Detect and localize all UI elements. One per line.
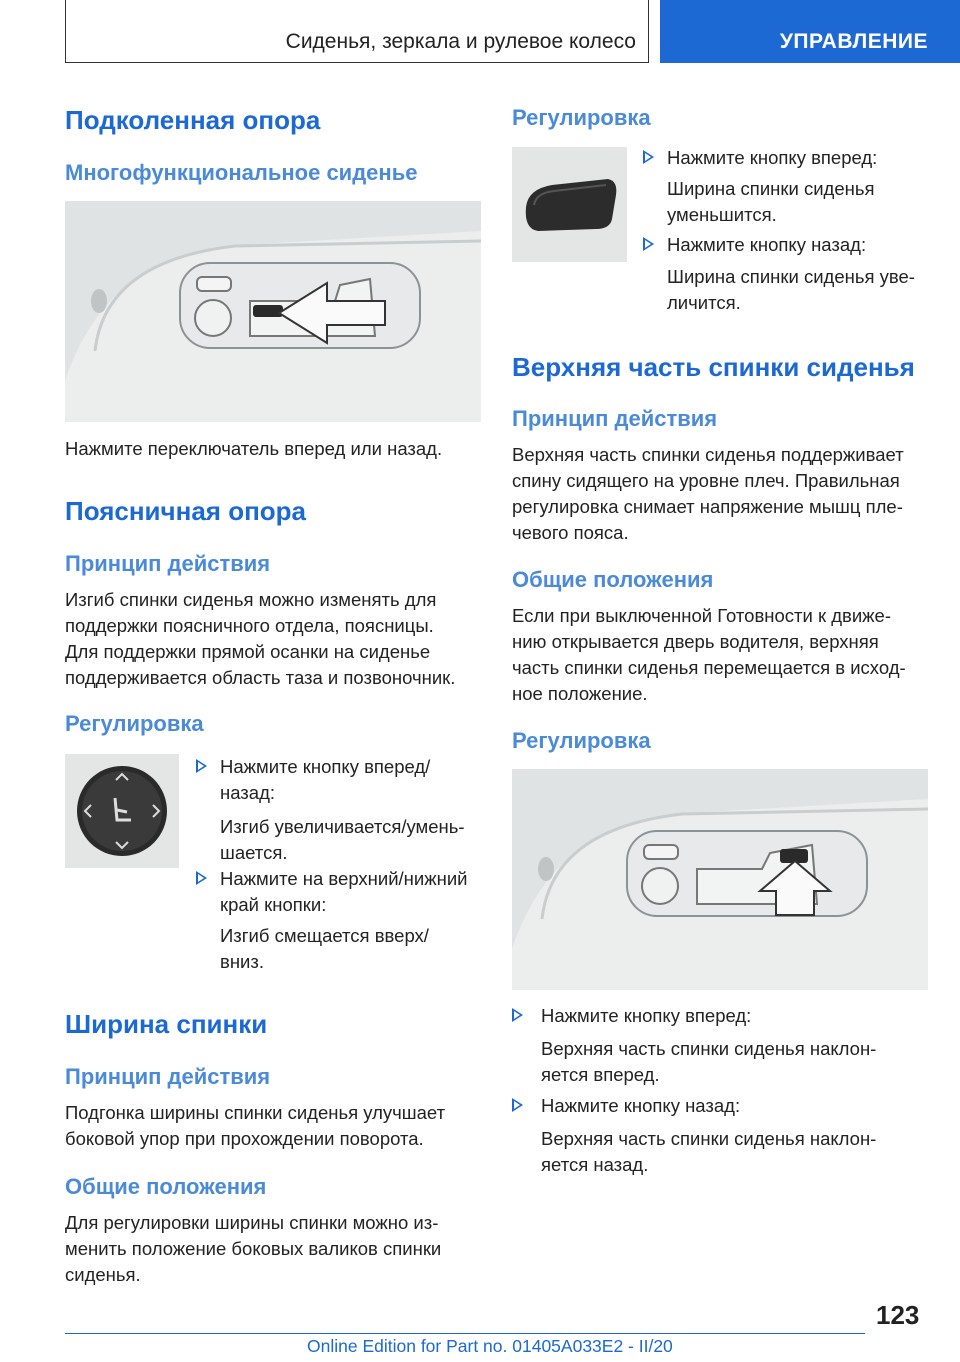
bullet-text: край кнопки: xyxy=(220,894,327,915)
bullet-result: яется назад. xyxy=(541,1154,649,1175)
knee-support-title: Подколенная опора xyxy=(65,105,321,135)
knee-support-switch-image xyxy=(65,201,481,422)
footer-divider xyxy=(65,1333,865,1334)
bullet-result: Ширина спинки сиденья уве- xyxy=(667,266,915,287)
lumbar-joystick-icon xyxy=(65,754,179,868)
width-general-line: сиденья. xyxy=(65,1264,141,1285)
bullet-text: Нажмите на верхний/нижний xyxy=(220,868,468,889)
knee-caption: Нажмите переключатель вперед или назад. xyxy=(65,438,443,459)
bullet-triangle-icon xyxy=(643,150,654,164)
width-button-image xyxy=(512,147,627,262)
bullet-text: Нажмите кнопку вперед: xyxy=(541,1005,752,1026)
upper-general-heading: Общие положения xyxy=(512,567,714,592)
upper-text-line: Верхняя часть спинки сиденья поддерживает xyxy=(512,444,904,465)
upper-backrest-title: Верхняя часть спинки сиденья xyxy=(512,352,915,382)
seat-switch-illustration xyxy=(65,201,481,422)
lumbar-support-title: Поясничная опора xyxy=(65,496,307,526)
header-chapter-tab[interactable] xyxy=(660,0,960,63)
bullet-result: шается. xyxy=(220,842,288,863)
header-section-box xyxy=(65,0,649,63)
upper-adjust-heading: Регулировка xyxy=(512,728,651,753)
bullet-text: Нажмите кнопку назад: xyxy=(541,1095,741,1116)
bullet-triangle-icon xyxy=(512,1098,523,1112)
lumbar-button-image xyxy=(65,754,179,868)
upper-text-line: чевого пояса. xyxy=(512,522,629,543)
width-text-line: Подгонка ширины спинки сиденья улучшает xyxy=(65,1102,446,1123)
upper-general-line: Если при выключенной Готовности к движе- xyxy=(512,605,892,626)
lumbar-text-line: поддержки поясничного отдела, поясницы. xyxy=(65,615,434,636)
bullet-result: Верхняя часть спинки сиденья наклон- xyxy=(541,1128,877,1149)
upper-principle-heading: Принцип действия xyxy=(512,406,718,431)
lumbar-adjust-heading: Регулировка xyxy=(65,711,204,736)
upper-general-line: ное положение. xyxy=(512,683,648,704)
bullet-text: Нажмите кнопку назад: xyxy=(667,234,867,255)
width-general-line: Для регулировки ширины спинки можно из- xyxy=(65,1212,439,1233)
width-text-line: боковой упор при прохождении поворота. xyxy=(65,1128,424,1149)
upper-backrest-switch-image xyxy=(512,769,928,990)
bullet-result: яется вперед. xyxy=(541,1064,660,1085)
bullet-triangle-icon xyxy=(196,759,207,773)
lumbar-text-line: Для поддержки прямой осанки на сиденье xyxy=(65,641,431,662)
bullet-triangle-icon xyxy=(512,1008,523,1022)
bullet-result: Изгиб увеличивается/умень- xyxy=(220,816,465,837)
header-chapter-label: УПРАВЛЕНИЕ xyxy=(779,30,928,53)
bullet-result: вниз. xyxy=(220,951,265,972)
lumbar-text-line: поддерживается область таза и позвоночник. xyxy=(65,667,456,688)
width-general-line: менить положение боковых валиков спинки xyxy=(65,1238,442,1259)
backrest-width-title: Ширина спинки xyxy=(65,1009,268,1039)
footer-edition[interactable]: Online Edition for Part no. 01405A033E2 - II/20 xyxy=(307,1336,673,1356)
upper-general-line: часть спинки сиденья перемещается в исход- xyxy=(512,657,906,678)
width-general-heading: Общие положения xyxy=(65,1174,267,1199)
bullet-result: Верхняя часть спинки сиденья наклон- xyxy=(541,1038,877,1059)
bullet-result: личится. xyxy=(667,292,741,313)
bullet-text: назад: xyxy=(220,782,276,803)
bullet-result: Ширина спинки сиденья xyxy=(667,178,875,199)
bullet-text: Нажмите кнопку вперед: xyxy=(667,147,878,168)
bullet-result: Изгиб смещается вверх/ xyxy=(220,925,429,946)
width-principle-heading: Принцип действия xyxy=(65,1064,271,1089)
upper-switch-illustration xyxy=(512,769,928,990)
bullet-text: Нажмите кнопку вперед/ xyxy=(220,756,431,777)
bullet-triangle-icon xyxy=(643,237,654,251)
multifunction-seat-subtitle: Многофункциональное сиденье xyxy=(65,160,418,185)
upper-text-line: спину сидящего на уровне плеч. Правильная xyxy=(512,470,900,491)
upper-general-line: нию открывается дверь водителя, верхняя xyxy=(512,631,879,652)
lumbar-text-line: Изгиб спинки сиденья можно изменять для xyxy=(65,589,437,610)
width-adjust-heading: Регулировка xyxy=(512,105,651,130)
bullet-triangle-icon xyxy=(196,871,207,885)
lumbar-principle-heading: Принцип действия xyxy=(65,551,271,576)
bullet-result: уменьшится. xyxy=(667,204,777,225)
page-number: 123 xyxy=(876,1300,920,1330)
width-button-icon xyxy=(512,147,627,262)
header-section-title: Сиденья, зеркала и рулевое колесо xyxy=(285,30,636,53)
upper-text-line: регулировка снимает напряжение мышц пле- xyxy=(512,496,903,517)
